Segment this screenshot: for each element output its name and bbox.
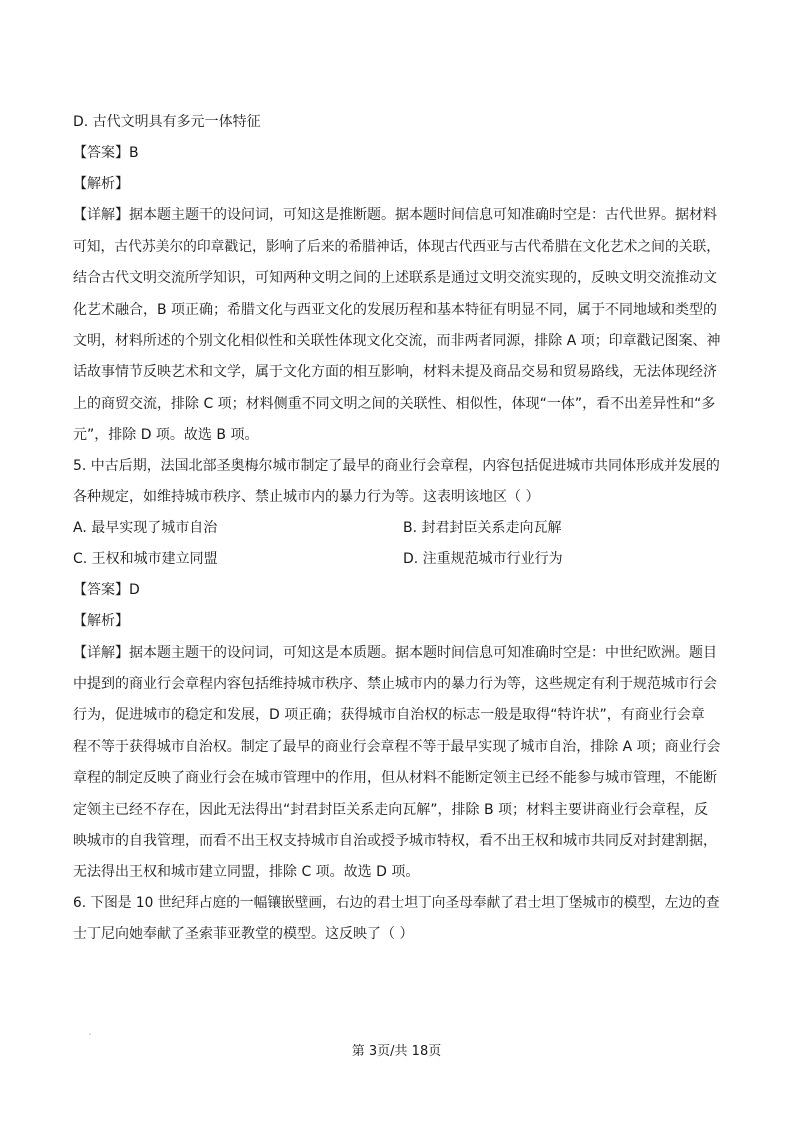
q5-option-c: C. 王权和城市建立同盟 — [73, 551, 218, 567]
scan-mark: . — [88, 1024, 92, 1038]
q5-analysis-label: 【解析】 — [73, 613, 129, 629]
q5-option-d: D. 注重规范城市行业行为 — [403, 551, 563, 567]
q5-stem-line: 5. 中古后期，法国北部圣奥梅尔城市制定了最早的商业行会章程，内容包括促进城市共同体形成并发展的 — [73, 458, 720, 474]
q5-detail-line: 【详解】据本题主题干的设问词，可知这是本质题。据本题时间信息可知准确时空是：中世纪欧洲。题目 — [73, 645, 717, 661]
page-footer: 第 3页/共 18页 — [351, 1044, 442, 1059]
q4-option-d: D. 古代文明具有多元一体特征 — [73, 114, 261, 130]
q4-answer: 【答案】B — [73, 145, 139, 161]
q5-detail-line: 章程的制定反映了商业行会在城市管理中的作用，但从材料不能断定领主已经不能参与城市管理，不能断 — [73, 770, 717, 786]
q5-option-b: B. 封君封臣关系走向瓦解 — [403, 520, 562, 536]
q5-detail-line: 行为，促进城市的稳定和发展，D 项正确；获得城市自治权的标志一般是取得“特许状”，有商业行会章 — [73, 707, 705, 723]
q4-analysis-label: 【解析】 — [73, 176, 129, 192]
q5-detail-line: 无法得出王权和城市建立同盟，排除 C 项。故选 D 项。 — [73, 864, 420, 880]
q5-detail-line: 中提到的商业行会章程内容包括维持城市秩序、禁止城市内的暴力行为等，这些规定有利于规范城市行会 — [73, 676, 717, 692]
q4-detail-line: 上的商贸交流，排除 C 项；材料侧重不同文明之间的关联性、相似性，体现“一体”，看不出差异性和“多 — [73, 396, 716, 412]
q4-detail-line: 【详解】据本题主题干的设问词，可知这是推断题。据本题时间信息可知准确时空是：古代世界。据材料 — [73, 207, 717, 223]
q5-option-a: A. 最早实现了城市自治 — [73, 520, 218, 536]
q6-stem-line: 6. 下图是 10 世纪拜占庭的一幅镶嵌壁画，右边的君士坦丁向圣母奉献了君士坦丁堡城市的模型，左边的查 — [73, 895, 720, 911]
q4-detail-line: 文明，材料所述的个别文化相似性和关联性体现文化交流，而非两者同源，排除 A 项；印章戳记图案、神 — [73, 333, 721, 349]
q6-stem-line: 士丁尼向她奉献了圣索菲亚教堂的模型。这反映了（ ） — [73, 926, 414, 942]
q5-stem-line: 各种规定，如维持城市秩序、禁止城市内的暴力行为等。这表明该地区（ ） — [73, 489, 540, 505]
q4-detail-line: 元”，排除 D 项。故选 B 项。 — [73, 427, 259, 443]
q5-detail-line: 程不等于获得城市自治权。制定了最早的商业行会章程不等于最早实现了城市自治，排除 A 项；商业行会 — [73, 739, 721, 755]
q5-detail-line: 映城市的自我管理，而看不出王权支持城市自治或授予城市特权，看不出王权和城市共同反对封建割据， — [73, 833, 717, 849]
q5-answer: 【答案】D — [73, 582, 140, 598]
q4-detail-line: 可知，古代苏美尔的印章戳记，影响了后来的希腊神话，体现古代西亚与古代希腊在文化艺术之间的关联， — [73, 239, 721, 255]
q4-detail-line: 结合古代文明交流所学知识，可知两种文明之间的上述联系是通过文明交流实现的，反映文明交流推动文 — [73, 270, 717, 286]
q4-detail-line: 化艺术融合，B 项正确；希腊文化与西亚文化的发展历程和基本特征有明显不同，属于不同地域和类型的 — [73, 302, 718, 318]
q5-detail-line: 定领主已经不存在，因此无法得出“封君封臣关系走向瓦解”，排除 B 项；材料主要讲商业行会章程，反 — [73, 802, 709, 818]
q4-detail-line: 话故事情节反映艺术和文学，属于文化方面的相互影响，材料未提及商品交易和贸易路线，无法体现经济 — [73, 364, 717, 380]
